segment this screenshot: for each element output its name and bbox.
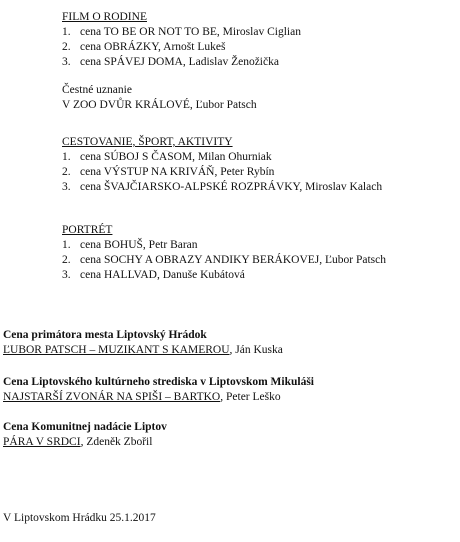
section-heading: CESTOVANIE, ŠPORT, AKTIVITY — [62, 136, 233, 148]
item-number: 2. — [62, 41, 71, 53]
award-komunitna-nadacia — [3, 420, 167, 450]
list-item — [62, 25, 301, 40]
item-number: 3. — [62, 181, 71, 193]
footer-place-date: V Liptovskom Hrádku 25.1.2017 — [3, 512, 156, 524]
award-author: , Zdeněk Zbořil — [80, 436, 153, 448]
list-item — [62, 150, 382, 165]
award-title: Cena primátora mesta Liptovský Hrádok — [3, 329, 207, 341]
item-text: cena VÝSTUP NA KRIVÁŇ, Peter Rybín — [80, 166, 275, 178]
award-winner — [3, 390, 314, 405]
item-number: 2. — [62, 254, 71, 266]
item-number: 1. — [62, 26, 71, 38]
award-author: , Peter Leško — [220, 391, 281, 403]
list-item — [62, 180, 382, 195]
list-item — [62, 40, 301, 55]
award-film: NAJSTARŠÍ ZVONÁR NA SPIŠI – BARTKO — [3, 391, 221, 403]
section-cestovanie — [62, 135, 382, 195]
award-winner — [3, 343, 283, 358]
award-title: Cena Liptovského kultúrneho strediska v Liptovskom Mikuláši — [3, 376, 314, 388]
honor-label: Čestné uznanie — [62, 84, 132, 96]
section-heading: FILM O RODINE — [62, 11, 147, 23]
section-film-o-rodine — [62, 10, 301, 70]
item-text: cena HALLVAD, Danuše Kubátová — [80, 269, 245, 281]
item-number: 1. — [62, 151, 71, 163]
section-heading: PORTRÉT — [62, 224, 113, 236]
item-number: 3. — [62, 269, 71, 281]
award-film: ĽUBOR PATSCH – MUZIKANT S KAMEROU — [3, 344, 230, 356]
section-portret — [62, 223, 386, 283]
award-winner — [3, 435, 167, 450]
honorable-mention — [62, 83, 257, 113]
item-text: cena SÚBOJ S ČASOM, Milan Ohurniak — [80, 151, 272, 163]
item-number: 1. — [62, 239, 71, 251]
award-primator — [3, 328, 283, 358]
award-title: Cena Komunitnej nadácie Liptov — [3, 421, 167, 433]
list-item — [62, 253, 386, 268]
honor-text: V ZOO DVŮR KRÁLOVÉ, Ľubor Patsch — [62, 99, 257, 111]
item-text: cena BOHUŠ, Petr Baran — [80, 239, 198, 251]
item-number: 3. — [62, 56, 71, 68]
item-text: cena OBRÁZKY, Arnošt Lukeš — [80, 41, 226, 53]
list-item — [62, 55, 301, 70]
list-item — [62, 238, 386, 253]
item-number: 2. — [62, 166, 71, 178]
award-author: , Ján Kuska — [229, 344, 283, 356]
item-text: cena SOCHY A OBRAZY ANDIKY BERÁKOVEJ, Ľubor Patsch — [80, 254, 387, 266]
award-kulturne-stredisko — [3, 375, 314, 405]
item-text: cena ŠVAJČIARSKO-ALPSKÉ ROZPRÁVKY, Miroslav Kalach — [80, 181, 383, 193]
list-item — [62, 165, 382, 180]
item-text: cena TO BE OR NOT TO BE, Miroslav Ciglian — [80, 26, 301, 38]
list-item — [62, 268, 386, 283]
item-text: cena SPÁVEJ DOMA, Ladislav Ženožička — [80, 56, 279, 68]
award-film: PÁRA V SRDCI — [3, 436, 81, 448]
